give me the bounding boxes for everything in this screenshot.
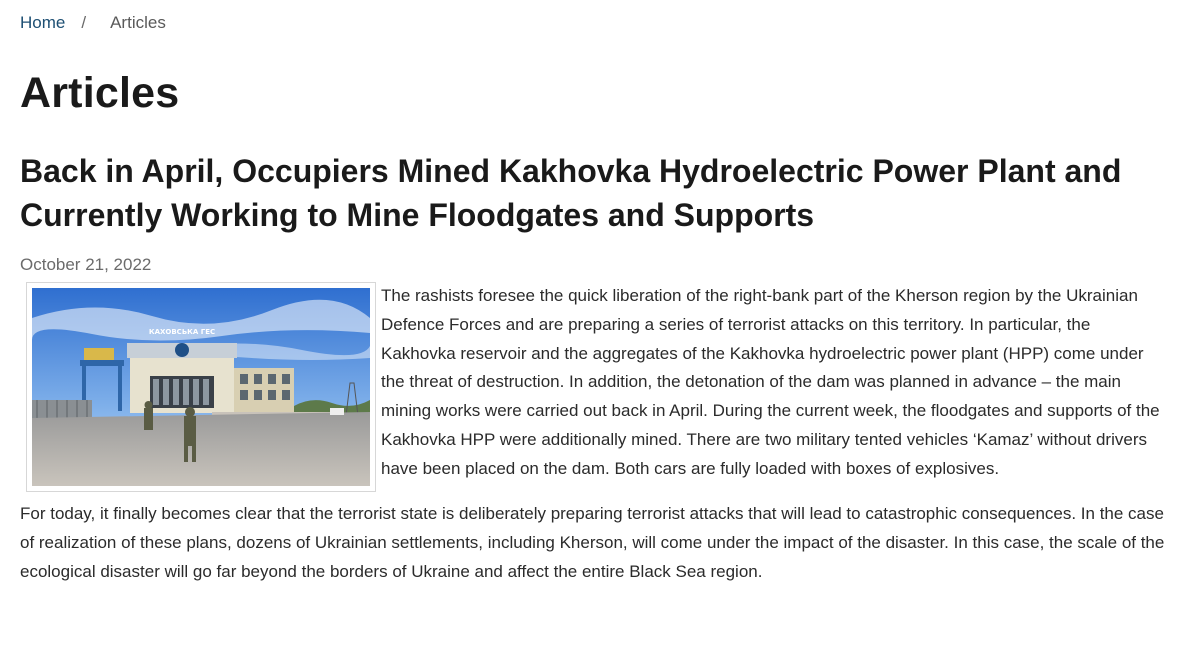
breadcrumb-separator: / (81, 13, 87, 32)
article-date: October 21, 2022 (20, 255, 152, 274)
article-paragraph: For today, it finally becomes clear that the terrorist state is deliberately preparing terrorist attacks that will lead to catastrophic consequences. In the case of realization of these plans, dozens of Ukrainian settlements, including Kherson, will come under the impact of the disaster. In this case, the scale of the ecological disaster will go far beyond the borders of Ukraine and affect the entire Black Sea region. (20, 504, 1165, 581)
article-title: Back in April, Occupiers Mined Kakhovka Hydroelectric Power Plant and Currently Working to Mine Floodgates and Supports (20, 153, 1122, 233)
image-sign-text: КАХОВСЬКА ГЕС (148, 328, 216, 336)
breadcrumb-home-link[interactable]: Home (20, 13, 66, 32)
article-body (20, 282, 1166, 586)
breadcrumb-current: Articles (110, 13, 166, 32)
article-image (26, 282, 376, 492)
breadcrumb (20, 0, 1166, 35)
page-title: Articles (20, 69, 180, 117)
article-paragraph: The rashists foresee the quick liberation of the right-bank part of the Kherson region by the Ukrainian Defence Forces and are preparing a series of terrorist attacks on this territory. In particular, the Kakhovka reservoir and the aggregates of the Kakhovka hydroelectric power plant (HPP) come under the threat of destruction. In addition, the detonation of the dam was planned in advance – the main mining works were carried out back in April. During the current week, the floodgates and supports of the Kakhovka HPP were additionally mined. There are two military tented vehicles ‘Kamaz’ without drivers have been placed on the dam. Both cars are fully loaded with boxes of explosives. (381, 286, 1160, 478)
hydroelectric-plant-photo (32, 288, 370, 486)
